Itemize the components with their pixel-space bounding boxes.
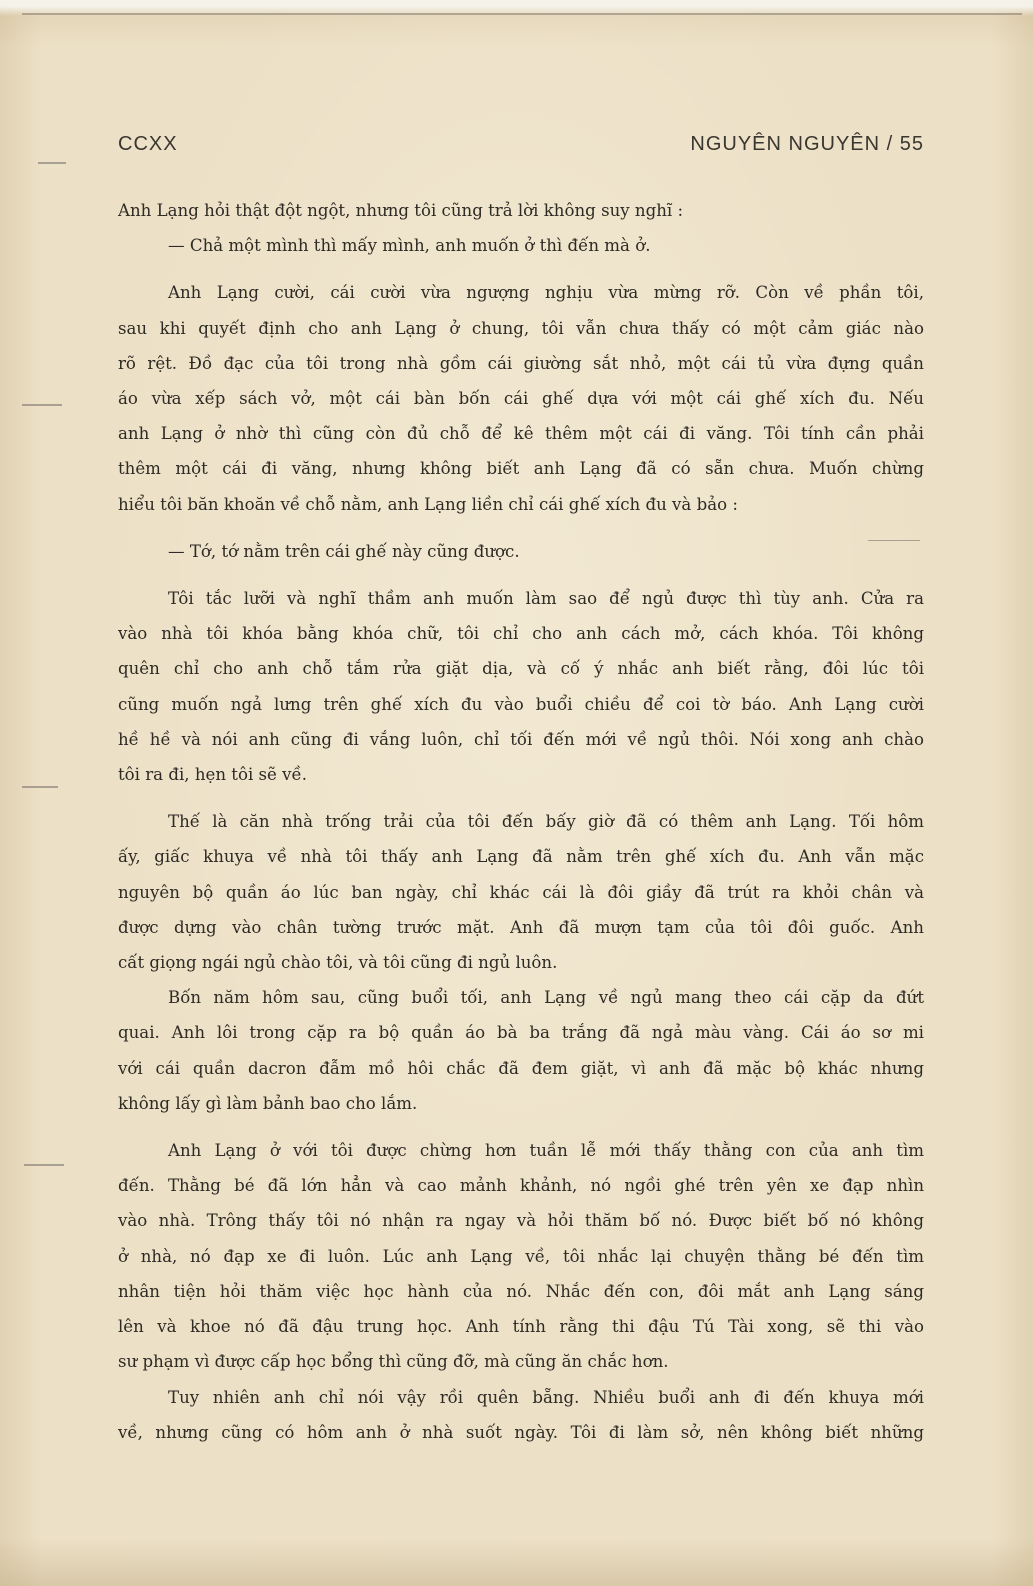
book-code: CCXX (118, 133, 178, 155)
text-line: áo vừa xếp sách vở, một cái bàn bốn cái ghế dựa với một cái ghế xích đu. Nếu (118, 389, 924, 409)
text-line: anh Lạng ở nhờ thì cũng còn đủ chỗ để kê thêm một cái đi văng. Tôi tính cần phải (118, 424, 924, 444)
text-line: được dựng vào chân tường trước mặt. Anh đã mượn tạm của tôi đôi guốc. Anh (118, 917, 924, 937)
text-line: tôi ra đi, hẹn tôi sẽ về. (118, 765, 307, 785)
text-line: Tôi tắc lưỡi và nghĩ thầm anh muốn làm sao để ngủ được thì tùy anh. Cửa ra (168, 589, 924, 609)
text-line: vào nhà. Trông thấy tôi nó nhận ra ngay và hỏi thăm bố nó. Được biết bố nó không (118, 1211, 924, 1231)
body-text (118, 193, 924, 1450)
text-line: Anh Lạng hỏi thật đột ngột, nhưng tôi cũng trả lời không suy nghĩ : (118, 201, 684, 220)
text-line: quên chỉ cho anh chỗ tắm rửa giặt dịa, và cố ý nhắc anh biết rằng, đôi lúc tôi (118, 659, 924, 679)
text-line: với cái quần dacron đẫm mồ hôi chắc đã đem giặt, vì anh đã mặc bộ khác nhưng (118, 1058, 924, 1078)
text-line: lên và khoe nó đã đậu trung học. Anh tính rằng thi đậu Tú Tài xong, sẽ thi vào (118, 1317, 924, 1337)
margin-mark (22, 786, 58, 788)
text-line: quai. Anh lôi trong cặp ra bộ quần áo bà ba trắng đã ngả màu vàng. Cái áo sơ mi (118, 1023, 924, 1043)
text-line: hề hề và nói anh cũng đi vắng luôn, chỉ tối đến mới về ngủ thôi. Nói xong anh chào (118, 729, 924, 749)
text-line: ở nhà, nó đạp xe đi luôn. Lúc anh Lạng về, tôi nhắc lại chuyện thằng bé đến tìm (118, 1246, 924, 1266)
text-line: về, nhưng cũng có hôm anh ở nhà suốt ngày. Tôi đi làm sở, nên không biết những (118, 1422, 924, 1442)
text-line: sau khi quyết định cho anh Lạng ở chung, tôi vẫn chưa thấy có một cảm giác nào (118, 318, 924, 338)
text-line: ấy, giấc khuya về nhà tôi thấy anh Lạng đã nằm trên ghế xích đu. Anh vẫn mặc (118, 847, 924, 867)
text-line: — Tớ, tớ nằm trên cái ghế này cũng được. (168, 541, 520, 561)
text-line: — Chả một mình thì mấy mình, anh muốn ở thì đến mà ở. (168, 236, 651, 256)
text-line: vào nhà tôi khóa bằng khóa chữ, tôi chỉ cho anh cách mở, cách khóa. Tôi không (118, 624, 924, 644)
text-line: cất giọng ngái ngủ chào tôi, và tôi cũng đi ngủ luôn. (118, 953, 558, 973)
text-line: sư phạm vì được cấp học bổng thì cũng đỡ, mà cũng ăn chắc hơn. (118, 1352, 669, 1372)
margin-mark (38, 162, 66, 164)
text-line: thêm một cái đi văng, nhưng không biết anh Lạng đã có sẵn chưa. Muốn chừng (118, 459, 924, 479)
text-line: đến. Thằng bé đã lớn hẳn và cao mảnh khảnh, nó ngồi ghé trên yên xe đạp nhìn (118, 1176, 924, 1196)
text-line: nhân tiện hỏi thăm việc học hành của nó. Nhắc đến con, đôi mắt anh Lạng sáng (118, 1281, 924, 1301)
text-line: Anh Lạng ở với tôi được chừng hơn tuần lễ mới thấy thằng con của anh tìm (168, 1141, 924, 1161)
text-line: không lấy gì làm bảnh bao cho lắm. (118, 1093, 418, 1113)
text-line: cũng muốn ngả lưng trên ghế xích đu vào buổi chiều để coi tờ báo. Anh Lạng cười (118, 694, 924, 714)
top-rule (22, 13, 1022, 15)
text-line: nguyên bộ quần áo lúc ban ngày, chỉ khác cái là đôi giầy đã trút ra khỏi chân và (118, 882, 924, 902)
text-line: Tuy nhiên anh chỉ nói vậy rồi quên bẵng. Nhiều buổi anh đi đến khuya mới (168, 1387, 924, 1407)
text-line: Anh Lạng cười, cái cười vừa ngượng nghịu vừa mừng rỡ. Còn về phần tôi, (168, 283, 924, 303)
text-line: Bốn năm hôm sau, cũng buổi tối, anh Lạng về ngủ mang theo cái cặp da đứt (168, 988, 924, 1008)
text-line: Thế là căn nhà trống trải của tôi đến bấy giờ đã có thêm anh Lạng. Tối hôm (168, 812, 924, 832)
text-line: rõ rệt. Đồ đạc của tôi trong nhà gồm cái giường sắt nhỏ, một cái tủ vừa đựng quần (118, 353, 924, 373)
margin-mark (22, 404, 62, 406)
running-header (118, 133, 924, 163)
margin-mark (24, 1164, 64, 1166)
text-line: hiểu tôi băn khoăn về chỗ nằm, anh Lạng liền chỉ cái ghế xích đu và bảo : (118, 494, 738, 514)
author-page-number: NGUYÊN NGUYÊN / 55 (690, 133, 924, 155)
